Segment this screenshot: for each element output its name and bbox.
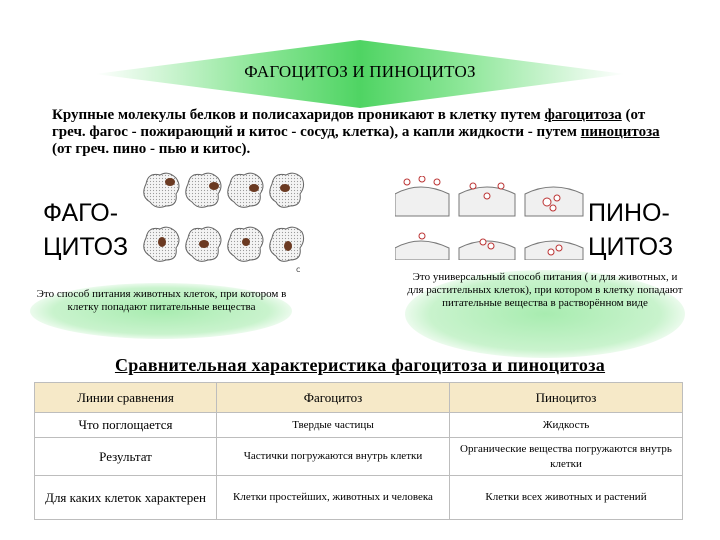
table-cell: Органические вещества погружаются внутрь клетки xyxy=(450,438,683,476)
table-header-cell: Фагоцитоз xyxy=(217,383,450,413)
term-pinocytosis: пиноцитоза xyxy=(580,124,660,140)
table-header-cell: Пиноцитоз xyxy=(450,383,683,413)
page-title: ФАГОЦИТОЗ И ПИНОЦИТОЗ xyxy=(244,62,476,81)
table-cell: Результат xyxy=(35,438,217,476)
figure-label: с xyxy=(296,265,301,274)
table-cell: Клетки простейших, животных и человека xyxy=(217,476,450,520)
amoeba-cell xyxy=(144,173,304,261)
term-phagocytosis: фагоцитоза xyxy=(544,107,622,123)
table-header-cell: Линии сравнения xyxy=(35,383,217,413)
title-banner xyxy=(95,40,625,108)
pinocytosis-heading xyxy=(588,196,673,264)
pinocytosis-note xyxy=(405,270,685,358)
pinocytosis-illustration xyxy=(395,176,585,265)
table-row xyxy=(35,476,683,520)
phagocytosis-note xyxy=(30,283,293,339)
pinocytosis-heading-line2: ЦИТОЗ xyxy=(588,233,674,261)
table-cell: Что поглощается xyxy=(35,413,217,438)
table-cell: Для каких клеток характерен xyxy=(35,476,217,520)
intro-text-3: (от греч. пино - пью и китос). xyxy=(52,141,251,157)
table-cell: Частички погружаются внутрь клетки xyxy=(217,438,450,476)
table-cell: Жидкость xyxy=(450,413,683,438)
phagocytosis-heading xyxy=(43,196,128,264)
phagocytosis-heading-line1: ФАГО- xyxy=(43,199,119,227)
intro-paragraph xyxy=(52,107,682,158)
intro-text-1: Крупные молекулы белков и полисахаридов проникают в клетку путем xyxy=(52,107,545,123)
comparison-table xyxy=(34,382,683,520)
table-row xyxy=(35,438,683,476)
phagocytosis-heading-line2: ЦИТОЗ xyxy=(43,233,129,261)
phagocytosis-note-text: Это способ питания животных клеток, при котором в клетку попадают питательные вещества xyxy=(36,288,287,313)
comparison-title: Сравнительная характеристика фагоцитоза и пиноцитоза xyxy=(114,355,606,375)
table-cell: Твердые частицы xyxy=(217,413,450,438)
table-row xyxy=(35,413,683,438)
pinocytosis-heading-line1: ПИНО- xyxy=(588,199,670,227)
pinocytosis-note-text: Это универсальный способ питания ( и для животных, и для растительных клеток), при котором в клетку попадают питательные вещества в растворённом виде xyxy=(407,271,683,309)
table-cell: Клетки всех животных и растений xyxy=(450,476,683,520)
intro-text-2: (от греч. фагос - пожирающий и китос - сосуд, клетка), а капли жидкости - путем xyxy=(52,107,646,140)
phagocytosis-illustration xyxy=(140,168,305,281)
table-header-row xyxy=(35,383,683,413)
